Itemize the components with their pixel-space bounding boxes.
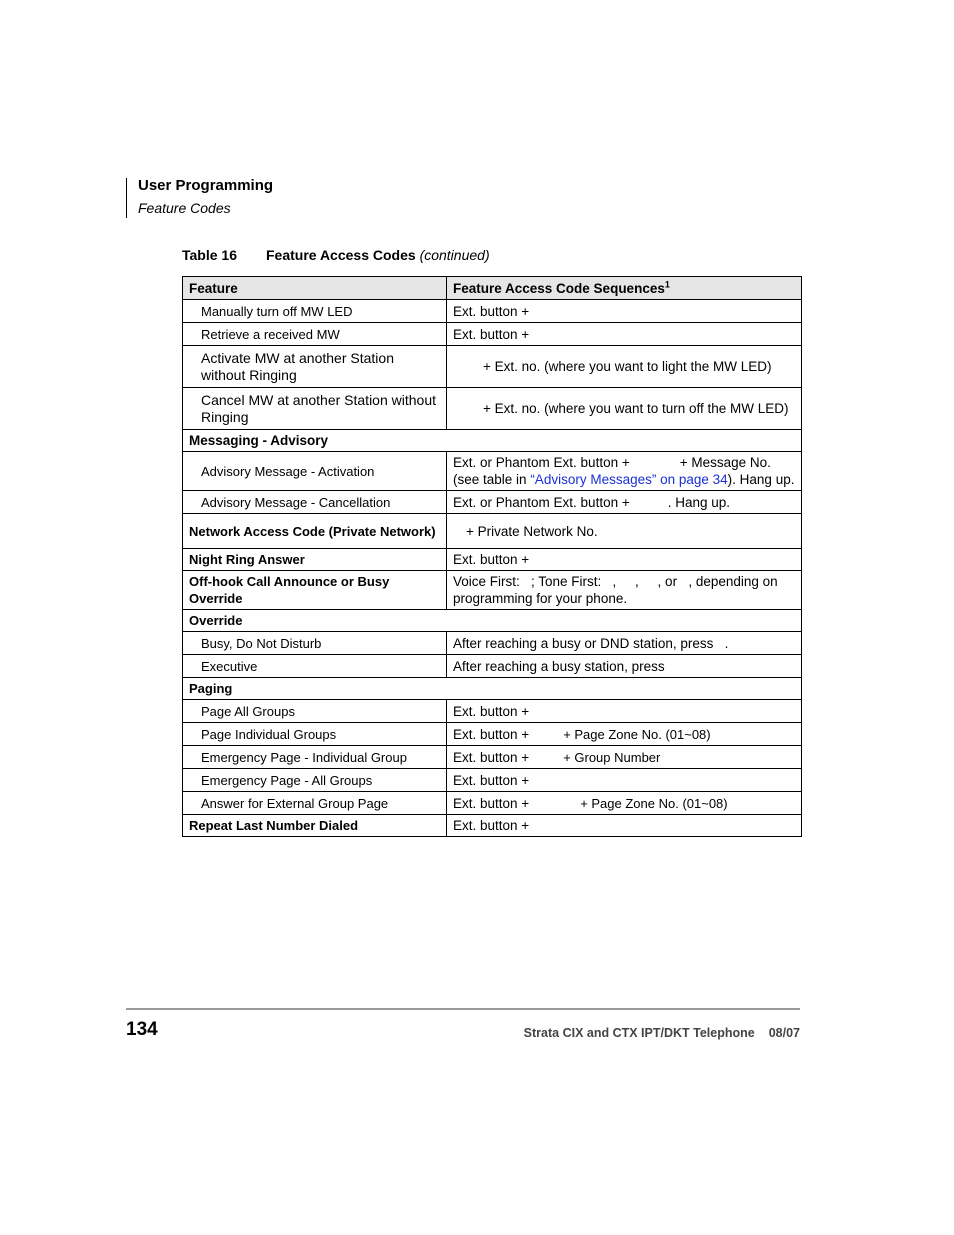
- feature-cell: Retrieve a received MW: [183, 323, 447, 346]
- table-row: [183, 769, 802, 792]
- table-title: Feature Access Codes: [266, 247, 416, 263]
- code-cell: Voice First: ; Tone First: , , , or , depending on programming for your phone.: [447, 571, 802, 610]
- table-row: [183, 491, 802, 514]
- column-header-feature: Feature: [183, 277, 447, 300]
- code-cell: Ext. button + + Page Zone No. (01~08): [447, 792, 802, 815]
- code-cell: + Ext. no. (where you want to turn off the MW LED): [447, 388, 802, 430]
- code-cell: Ext. button +: [447, 815, 802, 837]
- page-number: 134: [126, 1019, 158, 1040]
- code-cell: Ext. or Phantom Ext. button + + Message No. (see table in “Advisory Messages” on page 34). Hang up.: [447, 452, 802, 491]
- code-cell: After reaching a busy station, press: [447, 655, 802, 678]
- advisory-messages-link[interactable]: “Advisory Messages” on page 34: [530, 472, 728, 487]
- code-cell: After reaching a busy or DND station, press .: [447, 632, 802, 655]
- feature-cell: Manually turn off MW LED: [183, 300, 447, 323]
- section-subtitle: Feature Codes: [138, 200, 231, 216]
- section-label: Override: [183, 610, 802, 632]
- footer-doc-info: [524, 1026, 800, 1040]
- footer-doc-title: Strata CIX and CTX IPT/DKT Telephone: [523, 1026, 755, 1040]
- table-row: [183, 452, 802, 491]
- code-cell: Ext. button +: [447, 769, 802, 792]
- column-header-sequences: Feature Access Code Sequences$^1$: [447, 277, 802, 300]
- feature-cell: Busy, Do Not Disturb: [183, 632, 447, 655]
- feature-cell: Page Individual Groups: [183, 723, 447, 746]
- section-label: Paging: [183, 678, 802, 700]
- section-label: Messaging - Advisory: [183, 430, 802, 452]
- table-row: [183, 815, 802, 837]
- code-cell: Ext. button + + Group Number: [447, 746, 802, 769]
- table-row: [183, 632, 802, 655]
- table-row: [183, 514, 802, 549]
- table-row: [183, 700, 802, 723]
- table-row: [183, 655, 802, 678]
- feature-cell: Emergency Page - All Groups: [183, 769, 447, 792]
- table-row: [183, 571, 802, 610]
- section-row: [183, 430, 802, 452]
- feature-cell: Off-hook Call Announce or Busy Override: [183, 571, 447, 610]
- feature-cell: Cancel MW at another Station without Ringing: [183, 388, 447, 430]
- table-row: [183, 323, 802, 346]
- table-row: [183, 300, 802, 323]
- feature-cell: Advisory Message - Activation: [183, 452, 447, 491]
- code-cell: Ext. button +: [447, 700, 802, 723]
- feature-cell: Repeat Last Number Dialed: [183, 815, 447, 837]
- footer-date: 08/07: [768, 1026, 800, 1040]
- section-title: User Programming: [138, 177, 274, 194]
- table-row: [183, 792, 802, 815]
- table-row: [183, 346, 802, 388]
- feature-cell: Network Access Code (Private Network): [183, 514, 447, 549]
- table-continued-label: (continued): [419, 247, 490, 263]
- table-row: [183, 723, 802, 746]
- feature-cell: Executive: [183, 655, 447, 678]
- footnote-marker: 1: [664, 279, 670, 289]
- code-cell: Ext. button + + Page Zone No. (01~08): [447, 723, 802, 746]
- code-cell: Ext. button +: [447, 549, 802, 571]
- feature-cell: Activate MW at another Station without Ringing: [183, 346, 447, 388]
- code-cell: Ext. or Phantom Ext. button + . Hang up.: [447, 491, 802, 514]
- table-row: [183, 388, 802, 430]
- section-marker-bar: [126, 178, 127, 218]
- feature-cell: Emergency Page - Individual Group: [183, 746, 447, 769]
- table-caption: [182, 247, 490, 263]
- feature-cell: Answer for External Group Page: [183, 792, 447, 815]
- code-cell: Ext. button +: [447, 300, 802, 323]
- code-cell: Ext. button +: [447, 323, 802, 346]
- table-row: [183, 746, 802, 769]
- feature-cell: Advisory Message - Cancellation: [183, 491, 447, 514]
- feature-cell: Night Ring Answer: [183, 549, 447, 571]
- table-row: [183, 549, 802, 571]
- section-row: [183, 610, 802, 632]
- section-row: [183, 678, 802, 700]
- footer-divider: [126, 1008, 800, 1010]
- table-number: Table 16: [182, 247, 237, 263]
- code-cell: + Ext. no. (where you want to light the MW LED): [447, 346, 802, 388]
- feature-access-codes-table: [182, 276, 802, 837]
- table-header-row: [183, 277, 802, 300]
- feature-cell: Page All Groups: [183, 700, 447, 723]
- code-cell: + Private Network No.: [447, 514, 802, 549]
